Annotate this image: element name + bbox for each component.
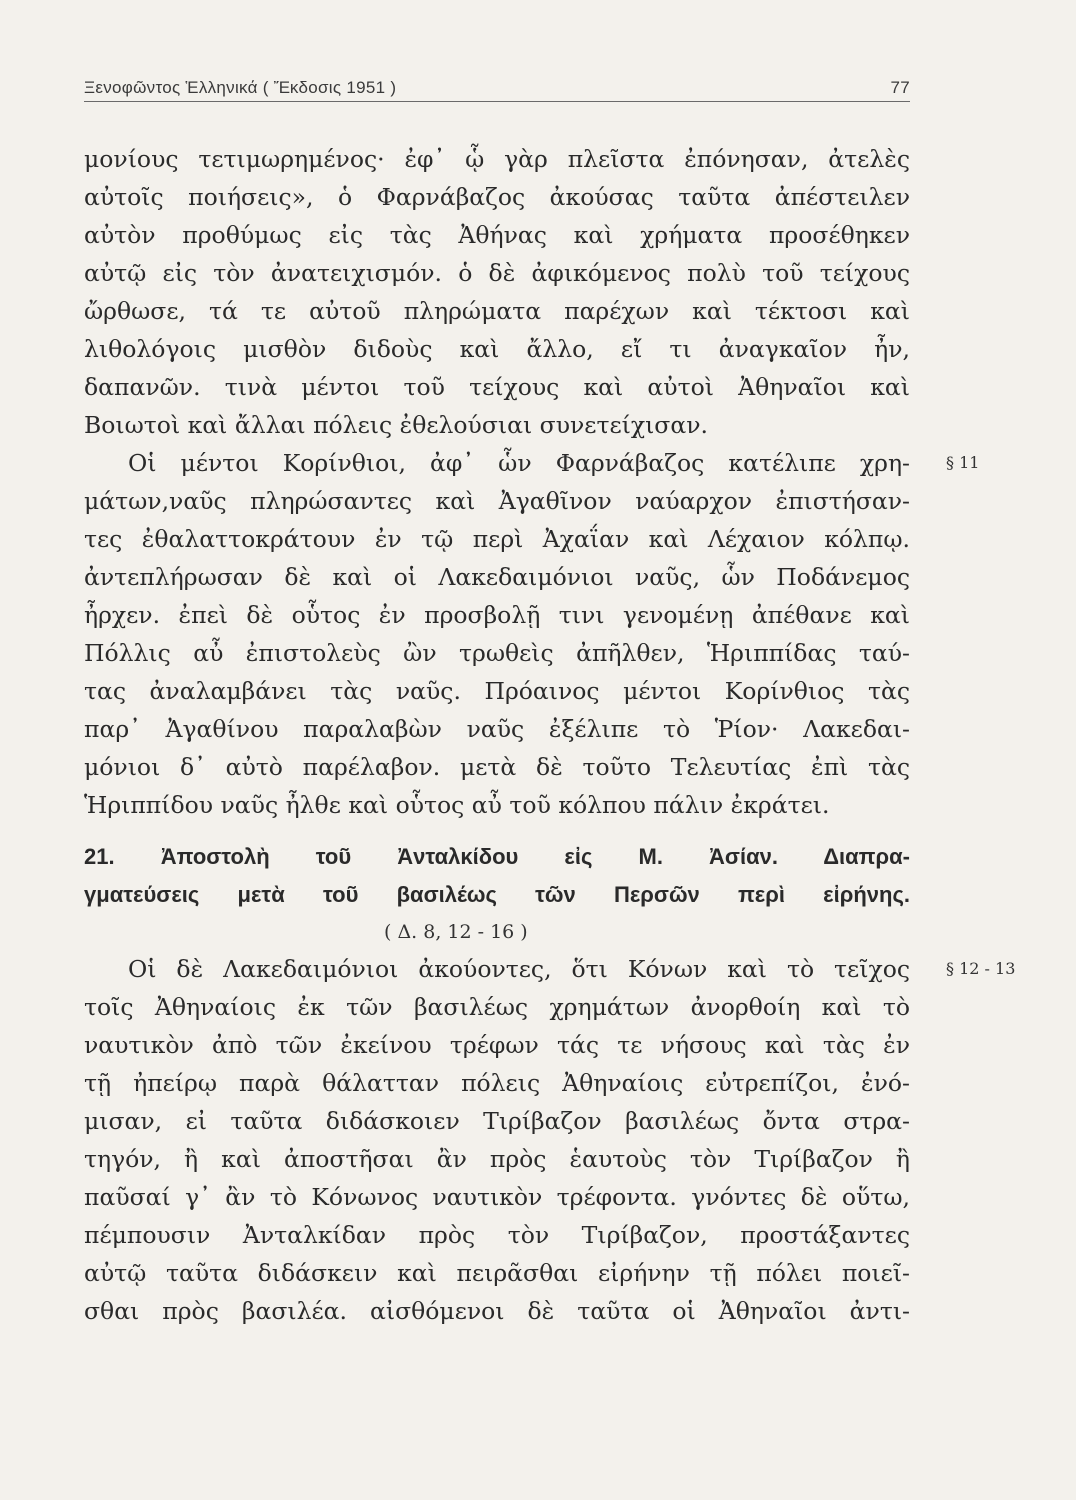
margin-section-note: § 11 [946,453,980,472]
body-text [84,140,1016,1330]
text-line: Ἡριππίδου ναῦς ἦλθε καὶ οὗτος αὖ τοῦ κόλπου πάλιν ἐκράτει. [84,791,830,819]
running-title: Ξενοφῶντος Ἑλληνικά ( Ἔκδοσις 1951 ) [84,78,397,97]
paragraph-corinthians [84,444,980,824]
text-line: μόνιοι δ᾽ αὐτὸ παρέλαβον. μετὰ δὲ τοῦτο Τελευτίας ἐπὶ τὰς [84,753,910,781]
text-line: αὐτῷ ταῦτα διδάσκειν καὶ πειρᾶσθαι εἰρήνην τῇ πόλει ποιεῖ- [84,1259,910,1287]
text-line: σθαι πρὸς βασιλέα. αἰσθόμενοι δὲ ταῦτα οἱ Ἀθηναῖοι ἀντι- [84,1297,910,1325]
margin-section-note: § 12 - 13 [946,959,1016,978]
text-line: παῦσαί γ᾽ ἂν τὸ Κόνωνος ναυτικὸν τρέφοντα. γνόντες δὲ οὕτω, [84,1183,910,1211]
text-line: ἦρχεν. ἐπεὶ δὲ οὗτος ἐν προσβολῇ τινι γενομένῃ ἀπέθανε καὶ [84,601,910,629]
section-heading-line [84,838,910,876]
text-line: λιθολόγοις μισθὸν διδοὺς καὶ ἄλλο, εἴ τι ἀναγκαῖον ἦν, [84,335,910,363]
section-title-part: Ἀποστολὴ τοῦ Ἀνταλκίδου εἰς Μ. Ἀσίαν. Διαπρα- [160,844,910,869]
page-number: 77 [890,78,910,97]
section-number: 21. [84,844,115,869]
text-line: μάτων,ναῦς πληρώσαντες καὶ Ἀγαθῖνον ναύαρχον ἐπιστήσαν- [84,487,910,515]
text-line: τοῖς Ἀθηναίοις ἐκ τῶν βασιλέως χρημάτων ἀνορθοίη καὶ τὸ [84,993,910,1021]
text-line: Οἱ δὲ Λακεδαιμόνιοι ἀκούοντες, ὅτι Κόνων καὶ τὸ τεῖχος [128,955,910,983]
text-line: τες ἐθαλαττοκράτουν ἐν τῷ περὶ Ἀχαΐαν καὶ Λέχαιον κόλπῳ. [84,525,910,553]
text-line: μονίους τετιμωρημένος· ἐφ᾽ ᾧ γὰρ πλεῖστα ἐπόνησαν, ἀτελὲς [84,145,910,173]
text-line: δαπανῶν. τινὰ μέντοι τοῦ τείχους καὶ αὐτοὶ Ἀθηναῖοι καὶ [84,373,910,401]
text-line: τῇ ἠπείρῳ παρὰ θάλατταν πόλεις Ἀθηναίοις εὐτρεπίζοι, ἐνό- [84,1069,910,1097]
text-line: μισαν, εἰ ταῦτα διδάσκοιεν Τιρίβαζον βασιλέως ὄντα στρα- [84,1107,910,1135]
text-line: Βοιωτοὶ καὶ ἄλλαι πόλεις ἐθελούσιαι συνετείχισαν. [84,411,708,439]
text-line: αὐτοῖς ποιήσεις», ὁ Φαρνάβαζος ἀκούσας ταῦτα ἀπέστειλεν [84,183,910,211]
section-heading [84,838,910,950]
text-line: ὤρθωσε, τά τε αὐτοῦ πληρώματα παρέχων καὶ τέκτοσι καὶ [84,297,910,325]
text-line: ναυτικὸν ἀπὸ τῶν ἐκείνου τρέφων τάς τε νήσους καὶ τὰς ἐν [84,1031,910,1059]
section-heading-line: γματεύσεις μετὰ τοῦ βασιλέως τῶν Περσῶν περὶ εἰρήνης. [84,882,910,907]
paragraph-continuation [84,140,910,444]
header-rule [84,101,910,102]
text-line: τηγόν, ἢ καὶ ἀποστῆσαι ἂν πρὸς ἑαυτοὺς τὸν Τιρίβαζον ἢ [84,1145,910,1173]
text-line: Οἱ μέντοι Κορίνθιοι, ἀφ᾽ ὧν Φαρνάβαζος κατέλιπε χρη- [128,449,910,477]
text-line: ἀντεπλήρωσαν δὲ καὶ οἱ Λακεδαιμόνιοι ναῦς, ὧν Ποδάνεμος [84,563,910,591]
paragraph-lacedaemonians [84,950,1016,1330]
section-reference: ( Δ. 8, 12 - 16 ) [384,921,528,943]
text-line: αὐτὸν προθύμως εἰς τὰς Ἀθήνας καὶ χρήματα προσέθηκεν [84,221,910,249]
text-line: παρ᾽ Ἀγαθίνου παραλαβὼν ναῦς ἐξέλιπε τὸ Ῥίον· Λακεδαι- [84,715,910,743]
text-line: αὐτῷ εἰς τὸν ἀνατειχισμόν. ὁ δὲ ἀφικόμενος πολὺ τοῦ τείχους [84,259,910,287]
text-line: πέμπουσιν Ἀνταλκίδαν πρὸς τὸν Τιρίβαζον, προστάξαντες [84,1221,910,1249]
text-line: τας ἀναλαμβάνει τὰς ναῦς. Πρόαινος μέντοι Κορίνθιος τὰς [84,677,910,705]
text-line: Πόλλις αὖ ἐπιστολεὺς ὢν τρωθεὶς ἀπῆλθεν, Ἡριππίδας ταύ- [84,639,910,667]
